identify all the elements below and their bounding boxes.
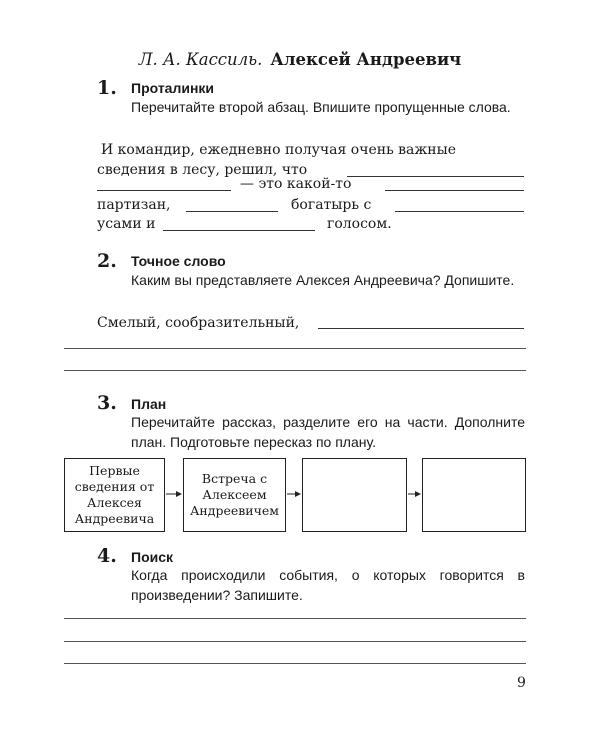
- writing-line-3[interactable]: [64, 618, 526, 619]
- section-4-heading: Поиск: [131, 549, 174, 565]
- section-4-number: 4.: [97, 545, 117, 567]
- page-title: [0, 50, 600, 69]
- section-1-heading: Проталинки: [131, 80, 215, 96]
- section-1-text-line-3: — это какой-то: [240, 176, 352, 192]
- section-3-task: Перечитайте рассказ, разделите его на части. Дополните план. Подготовьте пересказ по плану.: [131, 414, 525, 450]
- title-work: Алексей Андреевич: [270, 50, 462, 69]
- fill-blank-2[interactable]: [97, 190, 231, 191]
- writing-line-5[interactable]: [64, 663, 526, 664]
- arrow-right-icon: [286, 489, 302, 499]
- arrow-right-icon: [407, 489, 422, 499]
- plan-box-4[interactable]: [422, 458, 526, 532]
- fill-blank-6[interactable]: [163, 230, 315, 231]
- section-1-text-line-4b: богатырь с: [291, 197, 372, 213]
- section-4-task: Когда происходили события, о которых говорится в произведении? Запишите.: [131, 567, 525, 603]
- writing-line-2[interactable]: [64, 370, 526, 371]
- section-1-text-line-2: сведения в лесу, решил, что: [97, 162, 308, 178]
- section-2-task: Каким вы представляете Алексея Андреевича? Допишите.: [131, 272, 515, 288]
- plan-box-3[interactable]: [302, 458, 407, 532]
- page-number: 9: [517, 675, 526, 691]
- title-author: Л. А. Кассиль.: [138, 50, 263, 69]
- plan-box-2: Встреча с Алексеем Андреевичем: [183, 458, 286, 532]
- fill-blank-3[interactable]: [385, 190, 524, 191]
- section-1-text-line-5b: голосом.: [327, 216, 392, 232]
- writing-line-1[interactable]: [64, 348, 526, 349]
- section-1-text-line-4a: партизан,: [97, 197, 171, 213]
- section-1-task: Перечитайте второй абзац. Впишите пропущенные слова.: [131, 99, 511, 115]
- section-2-text-line-1: Смелый, сообразительный,: [97, 315, 300, 331]
- fill-blank-1[interactable]: [347, 176, 524, 177]
- section-3-number: 3.: [97, 392, 117, 414]
- section-1-number: 1.: [97, 77, 117, 99]
- section-2-heading: Точное слово: [131, 253, 226, 269]
- writing-line-4[interactable]: [64, 641, 526, 642]
- fill-blank-5[interactable]: [395, 211, 524, 212]
- fill-blank-7[interactable]: [318, 328, 524, 329]
- section-1-text-line-5a: усами и: [97, 216, 156, 232]
- fill-blank-4[interactable]: [186, 211, 278, 212]
- section-1-text-line-1: И командир, ежедневно получая очень важные: [101, 142, 457, 158]
- plan-box-1: Первые сведения от Алексея Андреевича: [64, 458, 165, 532]
- arrow-right-icon: [165, 489, 183, 499]
- section-3-heading: План: [131, 396, 167, 412]
- section-2-number: 2.: [97, 250, 117, 272]
